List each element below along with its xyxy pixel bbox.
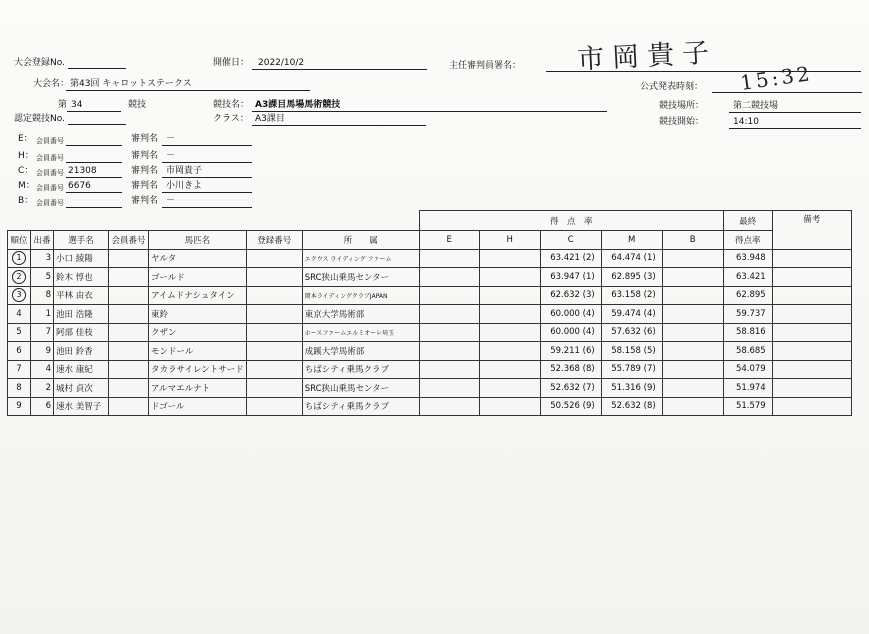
final-score-cell: 59.737 [723,305,772,324]
score-h-cell [479,286,540,305]
col-reg: 登録番号 [246,231,302,250]
judge-name: 市岡貴子 [166,166,203,176]
notes-cell [772,305,851,324]
chief-label: 主任審判員署名： [449,61,522,71]
class-label: クラス： [213,114,249,124]
rider-cell: 速水 美智子 [54,397,109,416]
col-e: E [419,231,479,250]
reg-cell [246,305,302,324]
order-cell: 1 [31,305,54,324]
score-c-cell: 59.211 (6) [540,342,601,361]
final-score-cell: 58.685 [723,342,772,361]
score-c-cell: 60.000 (4) [540,305,601,324]
member-no: 21308 [68,166,97,176]
judge-name: 小川きよ [166,181,203,191]
comp-name-label: 競技名： [213,100,250,110]
judge-pos: H： [18,151,34,161]
rank-cell: 6 [8,342,31,361]
score-h-cell [479,342,540,361]
dai-label: 第 [58,100,68,110]
score-group-header: 得 点 率 [419,211,723,231]
reg-no-line [68,68,126,69]
reg-cell [246,379,302,398]
reg-cell [246,397,302,416]
event-name-label: 大会名： [33,79,70,89]
member-line [66,177,122,178]
event-name-line [66,90,310,91]
col-horse: 馬匹名 [149,231,247,250]
final-header-bottom: 得点率 [723,231,772,250]
notes-cell [772,342,851,361]
member-cell [109,305,149,324]
judge-name: － [166,134,176,144]
score-b-cell [662,342,723,361]
judge-label: 審判名 [131,196,159,206]
class-value: A3課目 [255,114,285,124]
pub-time-value: 15:32 [738,61,814,95]
score-m-cell: 58.158 (5) [601,342,662,361]
order-cell: 3 [31,249,54,268]
rank-cell: 9 [8,397,31,416]
rank-cell: 8 [8,379,31,398]
cert-line [68,124,126,125]
rank-cell [8,268,31,287]
rider-cell: 平林 由衣 [54,286,109,305]
rank-cell [8,286,31,305]
affiliation-cell: SRC狭山乗馬センター [302,268,419,287]
venue-label: 競技場所： [659,101,705,111]
final-score-cell: 51.974 [723,379,772,398]
score-c-cell: 63.421 (2) [540,249,601,268]
rank-cell: 7 [8,360,31,379]
rank-cell: 4 [8,305,31,324]
member-label: 会員番号 [36,137,64,145]
notes-cell [772,286,851,305]
score-b-cell [662,360,723,379]
table-row [8,342,852,361]
score-h-cell [479,379,540,398]
score-e-cell [419,249,479,268]
score-m-cell: 57.632 (6) [601,323,662,342]
rider-cell: 池田 浩隆 [54,305,109,324]
member-label: 会員番号 [36,154,64,162]
judge-pos: E： [18,134,33,144]
table-row [8,268,852,287]
kyogi-label: 競技 [128,100,147,110]
score-e-cell [419,286,479,305]
score-b-cell [662,249,723,268]
member-cell [109,249,149,268]
affiliation-cell: 成蹊大学馬術部 [302,342,419,361]
score-c-cell: 60.000 (4) [540,323,601,342]
score-m-cell: 62.895 (3) [601,268,662,287]
member-line [66,192,122,193]
date-line [252,69,427,70]
affiliation-cell: 東京大学馬術部 [302,305,419,324]
notes-cell [772,268,851,287]
member-no: 6676 [68,181,91,191]
horse-cell: モンドール [149,342,247,361]
rank-cell: 5 [8,323,31,342]
date-label: 開催日： [213,58,250,68]
order-cell: 9 [31,342,54,361]
col-affiliation: 所 属 [302,231,419,250]
final-score-cell: 63.421 [723,268,772,287]
score-e-cell [419,379,479,398]
horse-cell: 東鈴 [149,305,247,324]
score-e-cell [419,397,479,416]
member-label: 会員番号 [36,169,64,177]
reg-no-label: 大会登録No. [14,58,65,68]
score-m-cell: 52.632 (8) [601,397,662,416]
judge-line [162,162,252,163]
order-cell: 4 [31,360,54,379]
score-m-cell: 51.316 (9) [601,379,662,398]
score-b-cell [662,397,723,416]
rider-cell: 小口 綾陽 [54,249,109,268]
notes-cell [772,249,851,268]
pub-time-label: 公式発表時刻： [640,82,704,92]
rider-cell: 速水 康紀 [54,360,109,379]
score-c-cell: 52.368 (8) [540,360,601,379]
rank-circle: 2 [12,270,26,284]
notes-header: 備考 [772,211,851,250]
affiliation-cell: エクウス ライディング ファーム [302,249,419,268]
table-row [8,397,852,416]
score-m-cell: 64.474 (1) [601,249,662,268]
notes-cell [772,360,851,379]
table-row [8,305,852,324]
judge-pos: M： [18,181,35,191]
affiliation-cell: 岡本ライディングクラブJAPAN [302,286,419,305]
horse-cell: アルマエルナト [149,379,247,398]
score-h-cell [479,360,540,379]
col-b: B [662,231,723,250]
horse-cell: アイムドナシュタイン [149,286,247,305]
final-header-top: 最終 [723,211,772,231]
venue-line [729,112,861,113]
final-score-cell: 58.816 [723,323,772,342]
member-cell [109,323,149,342]
order-cell: 7 [31,323,54,342]
score-m-cell: 59.474 (4) [601,305,662,324]
col-c: C [540,231,601,250]
pub-time-line [712,92,862,93]
event-name-value: 第43回 キャロットステークス [70,79,192,89]
score-b-cell [662,286,723,305]
score-b-cell [662,379,723,398]
horse-cell: ヤルタ [149,249,247,268]
start-line [729,128,861,129]
judge-line [162,145,252,146]
member-cell [109,379,149,398]
judge-name: － [166,196,176,206]
score-c-cell: 50.526 (9) [540,397,601,416]
cert-label: 認定競技No. [14,114,65,124]
table-header-top [8,211,852,231]
score-e-cell [419,305,479,324]
member-line [66,162,122,163]
col-rider: 選手名 [54,231,109,250]
rider-cell: 池田 鈴香 [54,342,109,361]
comp-no-line [67,111,121,112]
affiliation-cell: ちばシティ乗馬クラブ [302,397,419,416]
judge-name: － [166,151,176,161]
table-row [8,360,852,379]
judge-label: 審判名 [131,134,159,144]
score-b-cell [662,268,723,287]
horse-cell: クザン [149,323,247,342]
notes-cell [772,323,851,342]
start-value: 14:10 [733,117,759,127]
judge-line [162,192,252,193]
rank-cell [8,249,31,268]
affiliation-cell: SRC狭山乗馬センター [302,379,419,398]
horse-cell: タカラサイレントサード [149,360,247,379]
judge-label: 審判名 [131,151,159,161]
score-c-cell: 52.632 (7) [540,379,601,398]
notes-cell [772,397,851,416]
member-cell [109,342,149,361]
horse-cell: ドゴール [149,397,247,416]
reg-cell [246,323,302,342]
score-b-cell [662,323,723,342]
order-cell: 6 [31,397,54,416]
comp-name-line [252,111,607,112]
score-e-cell [419,268,479,287]
table-row [8,249,852,268]
col-member: 会員番号 [109,231,149,250]
final-score-cell: 51.579 [723,397,772,416]
score-h-cell [479,249,540,268]
horse-cell: ゴールド [149,268,247,287]
score-m-cell: 63.158 (2) [601,286,662,305]
score-h-cell [479,323,540,342]
col-order: 出番 [31,231,54,250]
final-score-cell: 62.895 [723,286,772,305]
rank-circle: 3 [12,288,26,302]
venue-value: 第二競技場 [733,101,779,111]
affiliation-cell: ちばシティ乗馬クラブ [302,360,419,379]
table-row [8,286,852,305]
reg-cell [246,249,302,268]
member-label: 会員番号 [36,184,64,192]
score-h-cell [479,268,540,287]
score-h-cell [479,397,540,416]
rider-cell: 阿部 佳枝 [54,323,109,342]
order-cell: 2 [31,379,54,398]
score-h-cell [479,305,540,324]
order-cell: 8 [31,286,54,305]
chief-signature: 市岡貴子 [576,37,718,76]
judge-label: 審判名 [131,166,159,176]
class-line [252,125,426,126]
col-m: M [601,231,662,250]
date-value: 2022/10/2 [258,58,305,68]
reg-cell [246,342,302,361]
member-cell [109,268,149,287]
judge-line [162,207,252,208]
start-label: 競技開始： [659,117,705,127]
notes-cell [772,379,851,398]
member-cell [109,360,149,379]
judge-pos: B： [18,196,34,206]
comp-name-value: A3課目馬場馬術競技 [255,100,341,110]
member-line [66,145,122,146]
rider-cell: 城村 貞次 [54,379,109,398]
score-b-cell [662,305,723,324]
affiliation-cell: ホースファームエルミオーレ埼玉 [302,323,419,342]
member-cell [109,286,149,305]
score-e-cell [419,342,479,361]
results-table [7,210,852,416]
judge-pos: C： [18,166,34,176]
col-rank: 順位 [8,231,31,250]
judge-line [162,177,252,178]
score-e-cell [419,323,479,342]
col-h: H [479,231,540,250]
member-label: 会員番号 [36,199,64,207]
reg-cell [246,286,302,305]
score-c-cell: 62.632 (3) [540,286,601,305]
final-score-cell: 54.079 [723,360,772,379]
table-row [8,323,852,342]
member-cell [109,397,149,416]
rider-cell: 鈴木 惇也 [54,268,109,287]
score-m-cell: 55.789 (7) [601,360,662,379]
order-cell: 5 [31,268,54,287]
comp-no: 34 [71,100,83,110]
table-row [8,379,852,398]
table-header [8,231,852,250]
header-spacer [8,211,420,231]
score-e-cell [419,360,479,379]
judge-label: 審判名 [131,181,159,191]
reg-cell [246,360,302,379]
final-score-cell: 63.948 [723,249,772,268]
reg-cell [246,268,302,287]
member-line [66,207,122,208]
score-c-cell: 63.947 (1) [540,268,601,287]
rank-circle: 1 [12,251,26,265]
